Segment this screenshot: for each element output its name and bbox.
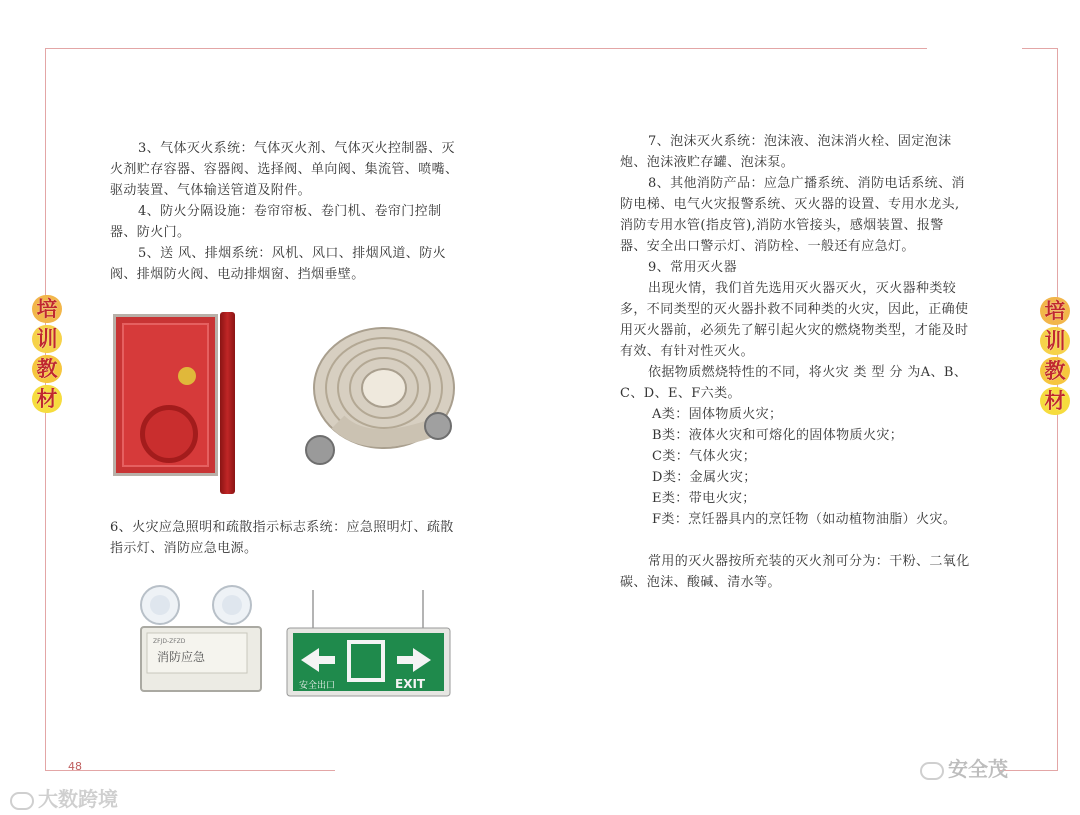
page-border-bottom-right xyxy=(1000,770,1058,771)
paragraph-extinguisher-intro: 出现火情，我们首先选用灭火器灭火，灭火器种类较多，不同类型的灭火器扑救不同种类的火灾，因此，正确使用灭火器前，必须先了解引起火灾的燃烧物类型，才能及时有效、有针对性灭火。 xyxy=(620,281,969,359)
side-tag-char: 培 xyxy=(1040,297,1070,325)
side-tag-left xyxy=(32,295,62,413)
fire-class-item: F类：烹饪器具内的烹饪物（如动植物油脂）火灾。 xyxy=(652,512,957,527)
fire-pipe-image xyxy=(220,312,235,494)
emergency-light-model: ZFJD-ZFZD xyxy=(153,638,186,645)
left-column xyxy=(110,138,462,285)
fire-class-item: B类：液体火灾和可熔化的固体物质火灾； xyxy=(652,428,904,443)
side-tag-right xyxy=(1040,297,1070,415)
emergency-light-image xyxy=(133,585,265,693)
fire-class-item: C类：气体火灾； xyxy=(652,449,757,464)
fire-class-item: E类：带电火灾； xyxy=(652,491,756,506)
fire-class-item: A类：固体物质火灾； xyxy=(652,407,783,422)
paragraph-gas-fire-system: 3、气体灭火系统：气体灭火剂、气体灭火控制器、灭火剂贮存容器、容器阀、选择阀、单向阀、集流管、喷嘴、驱动装置、气体输送管道及附件。 xyxy=(110,141,459,198)
exit-sign-subtext: 安全出口 xyxy=(299,681,336,691)
page-number: 48 xyxy=(68,760,82,773)
fire-hydrant-cabinet-image xyxy=(113,314,218,476)
paragraph-emergency-lighting: 6、火灾应急照明和疏散指示标志系统：应急照明灯、疏散指示灯、消防应急电源。 xyxy=(110,520,454,556)
paragraph-foam-system: 7、泡沫灭火系统：泡沫液、泡沫消火栓、固定泡沫炮、泡沫液贮存罐、泡沫泵。 xyxy=(620,134,952,170)
side-tag-char: 材 xyxy=(32,385,62,413)
side-tag-char: 训 xyxy=(32,325,62,353)
page-border-top-right xyxy=(1022,48,1058,49)
side-tag-char: 材 xyxy=(1040,387,1070,415)
paragraph-other-products: 8、其他消防产品：应急广播系统、消防电话系统、消防电梯、电气火灾报警系统、灭火器的设置、专用水龙头,消防专用水管(指皮管),消防水管接头，感烟装置、报警器、安全出口警示灯、消防栓、一般还有应急灯。 xyxy=(620,176,965,254)
paragraph-smoke-exhaust: 5、送 风、排烟系统：风机、风口、排烟风道、防火阀、排烟防火阀、电动排烟窗、挡烟垂壁。 xyxy=(110,246,447,282)
watermark-logo-icon xyxy=(10,792,34,810)
fire-class-item: D类：金属火灾； xyxy=(652,470,757,485)
fire-hose-image xyxy=(298,322,464,472)
watermark-left xyxy=(10,783,118,812)
right-column xyxy=(620,131,970,593)
watermark-right-text: 安全茂 xyxy=(948,757,1008,781)
paragraph-fire-classes-intro: 依据物质燃烧特性的不同，将火灾 类 型 分 为A、B、C、D、E、F六类。 xyxy=(620,365,968,401)
page-border-top xyxy=(45,48,927,49)
paragraph-extinguisher-types: 常用的灭火器按所充装的灭火剂可分为：干粉、二氧化碳、泡沫、酸碱、清水等。 xyxy=(620,554,970,590)
exit-sign-image xyxy=(285,590,452,698)
wechat-icon xyxy=(920,762,944,780)
exit-sign-text: EXIT xyxy=(395,677,426,691)
paragraph-fire-separation: 4、防火分隔设施：卷帘帘板、卷门机、卷帘门控制器、防火门。 xyxy=(110,204,442,240)
watermark-left-text: 大数跨境 xyxy=(38,787,118,811)
side-tag-char: 教 xyxy=(32,355,62,383)
page-border-bottom-left xyxy=(45,770,335,771)
emergency-light-label: 消防应急 xyxy=(157,650,206,664)
side-tag-char: 教 xyxy=(1040,357,1070,385)
watermark-right xyxy=(920,753,1008,782)
side-tag-char: 培 xyxy=(32,295,62,323)
section-title-extinguishers: 9、常用灭火器 xyxy=(648,260,738,275)
side-tag-char: 训 xyxy=(1040,327,1070,355)
